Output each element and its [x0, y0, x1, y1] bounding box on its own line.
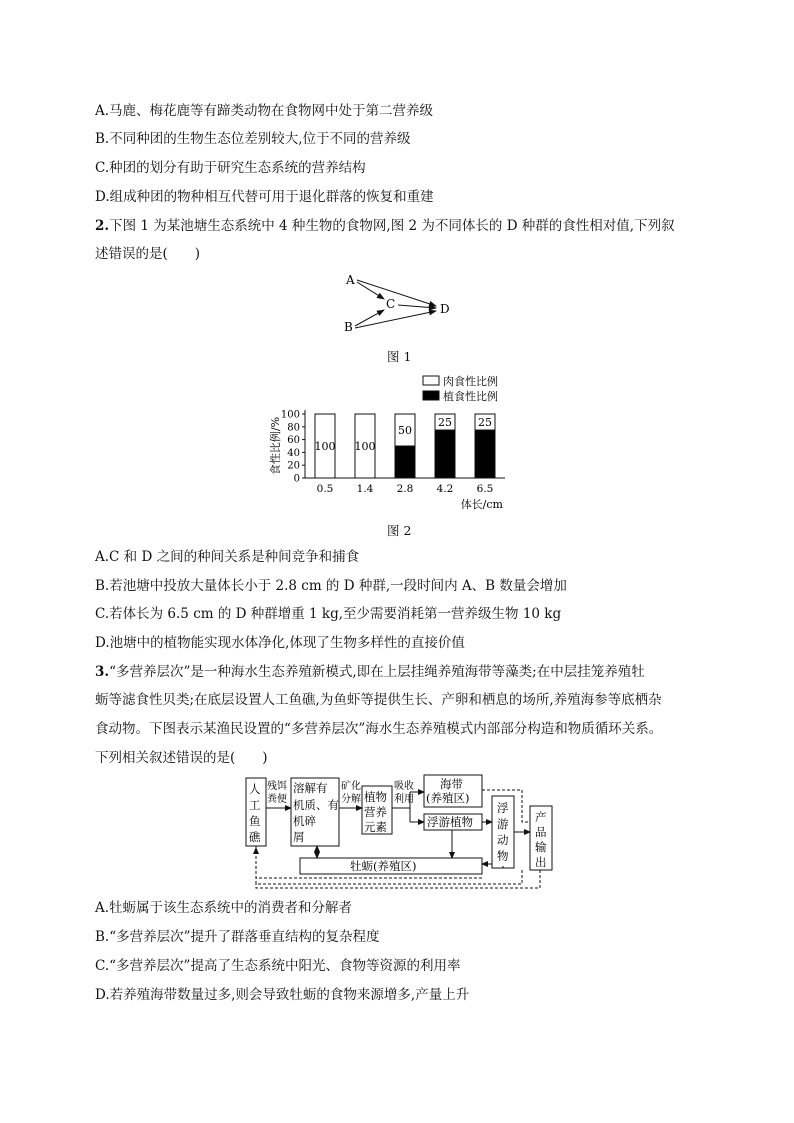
y-tick-label-0: 0 [293, 473, 300, 485]
reef-char-3: 鱼 [249, 814, 261, 828]
q1-option-b: B.不同种团的生物生态位差别较大,位于不同的营养级 [95, 131, 411, 147]
zoo-char-2: 游 [497, 817, 509, 831]
q3-option-c: C.“多营养层次”提高了生态系统中阳光、食物等资源的利用率 [95, 958, 461, 974]
bait-label-2: 粪便 [267, 794, 287, 805]
food-web-node-a: A [346, 273, 355, 287]
x-tick-label-4: 6.5 [476, 483, 494, 495]
q3-stem-line4: 下列相关叙述错误的是( ) [95, 750, 268, 766]
output-char-1: 产 [535, 810, 547, 824]
arrow-b-to-c [355, 310, 384, 326]
q2-option-c: C.若体长为 6.5 cm 的 D 种群增重 1 kg,至少需要消耗第一营养级生物 10 kg [95, 606, 562, 622]
q1-option-a: A.马鹿、梅花鹿等有蹄类动物在食物网中处于第二营养级 [95, 103, 434, 119]
bar-data-label-4: 25 [478, 416, 492, 429]
zoo-char-3: 动 [497, 833, 509, 847]
q3-stem-line3: 食动物。下图表示某渔民设置的“多营养层次”海水生态养殖模式内部部分构造和物质循环关系。 [95, 721, 663, 737]
legend-label-0: 肉食性比例 [443, 375, 498, 388]
y-tick-label-3: 60 [287, 435, 300, 447]
bar-herbivore-2 [395, 446, 415, 478]
absorb-label-1: 吸收 [394, 781, 414, 792]
bar-data-label-2: 50 [398, 424, 412, 437]
q3-number: 3. [95, 664, 110, 680]
bar-data-label-3: 25 [438, 416, 452, 429]
mineral-label-2: 分解 [341, 794, 361, 805]
q1-option-d: D.组成种团的物种相互代替可用于退化群落的恢复和重建 [95, 189, 434, 205]
y-tick-label-2: 40 [287, 447, 300, 459]
organic-line-4: 屑 [293, 830, 305, 844]
q3-stem-line2: 蛎等滤食性贝类;在底层设置人工鱼礁,为鱼虾等提供生长、产卵和栖息的场所,养殖海参等底栖杂 [95, 692, 662, 708]
output-char-2: 品 [535, 825, 547, 839]
x-tick-label-2: 2.8 [396, 483, 414, 495]
legend-label-1: 植食性比例 [443, 390, 498, 403]
q1-option-c: C.种团的划分有助于研究生态系统的营养结构 [95, 160, 366, 176]
absorb-label-2: 利用 [394, 794, 414, 805]
organic-line-2: 机质、有 [293, 798, 339, 812]
x-tick-label-1: 1.4 [356, 483, 374, 495]
phytoplankton-label: 浮游植物 [427, 815, 473, 829]
material-cycle-diagram [240, 772, 560, 892]
organic-line-3: 机碎 [293, 814, 316, 828]
y-tick-label-4: 80 [287, 422, 300, 434]
bar-herbivore-3 [435, 430, 455, 478]
reef-char-4: 礁 [249, 830, 261, 844]
output-char-3: 输 [535, 840, 547, 854]
nutrient-line-3: 元素 [364, 820, 387, 834]
organic-line-1: 溶解有 [293, 781, 328, 795]
nutrient-line-2: 营养 [364, 805, 387, 819]
bait-label-1: 残饵 [267, 781, 287, 792]
q2-stem-line1: 2.下图 1 为某池塘生态系统中 4 种生物的食物网,图 2 为不同体长的 D 种群的食性相对值,下列叙 [95, 218, 675, 234]
reef-char-1: 人 [249, 782, 261, 796]
legend-swatch-1 [423, 391, 439, 400]
zoo-char-4: 物 [497, 849, 509, 863]
arrow-c-to-d [398, 305, 436, 308]
food-web-node-d: D [440, 302, 450, 316]
nutrient-line-1: 植物 [364, 790, 387, 804]
kelp-line-2: (养殖区) [426, 791, 470, 805]
arrow-a-to-d [357, 280, 436, 306]
q2-option-a: A.C 和 D 之间的种间关系是种间竞争和捕食 [95, 549, 360, 565]
q3-stem-line1: 3.“多营养层次”是一种海水生态养殖新模式,即在上层挂绳养殖海带等藻类;在中层挂笼养殖牡 [95, 664, 645, 680]
reef-char-2: 工 [249, 798, 261, 812]
output-char-4: 出 [535, 855, 547, 869]
y-axis-label: 食性比例/% [269, 416, 282, 476]
y-tick-label-5: 100 [280, 409, 300, 421]
mineral-label-1: 矿化 [341, 781, 361, 792]
x-axis-label: 体长/cm [460, 498, 503, 511]
x-tick-label-3: 4.2 [436, 483, 454, 495]
bar-data-label-0: 100 [314, 440, 336, 453]
q2-option-d: D.池塘中的植物能实现水体净化,体现了生物多样性的直接价值 [95, 635, 465, 651]
bar-data-label-1: 100 [354, 440, 376, 453]
bar-herbivore-4 [475, 430, 495, 478]
x-tick-label-0: 0.5 [316, 483, 334, 495]
y-tick-label-1: 20 [287, 460, 300, 472]
zoo-char-1: 浮 [497, 801, 509, 815]
q2-option-b: B.若池塘中投放大量体长小于 2.8 cm 的 D 种群,一段时间内 A、B 数量会增加 [95, 578, 567, 594]
kelp-line-1: 海带 [440, 777, 463, 791]
food-web-node-b: B [344, 320, 353, 334]
q3-option-b: B.“多营养层次”提升了群落垂直结构的复杂程度 [95, 929, 380, 945]
food-web-node-c: C [386, 297, 396, 311]
legend-swatch-0 [423, 376, 439, 385]
diet-ratio-chart [265, 370, 540, 515]
q2-number: 2. [95, 218, 110, 234]
q3-option-a: A.牡蛎属于该生态系统中的消费者和分解者 [95, 900, 353, 916]
q3-option-d: D.若养殖海带数量过多,则会导致牡蛎的食物来源增多,产量上升 [95, 987, 470, 1003]
q2-stem-line2: 述错误的是( ) [95, 246, 201, 262]
food-web-figure [330, 268, 470, 338]
figure1-caption: 图 1 [387, 349, 412, 364]
oyster-label: 牡蛎(养殖区) [350, 859, 417, 873]
figure2-caption: 图 2 [387, 523, 412, 538]
